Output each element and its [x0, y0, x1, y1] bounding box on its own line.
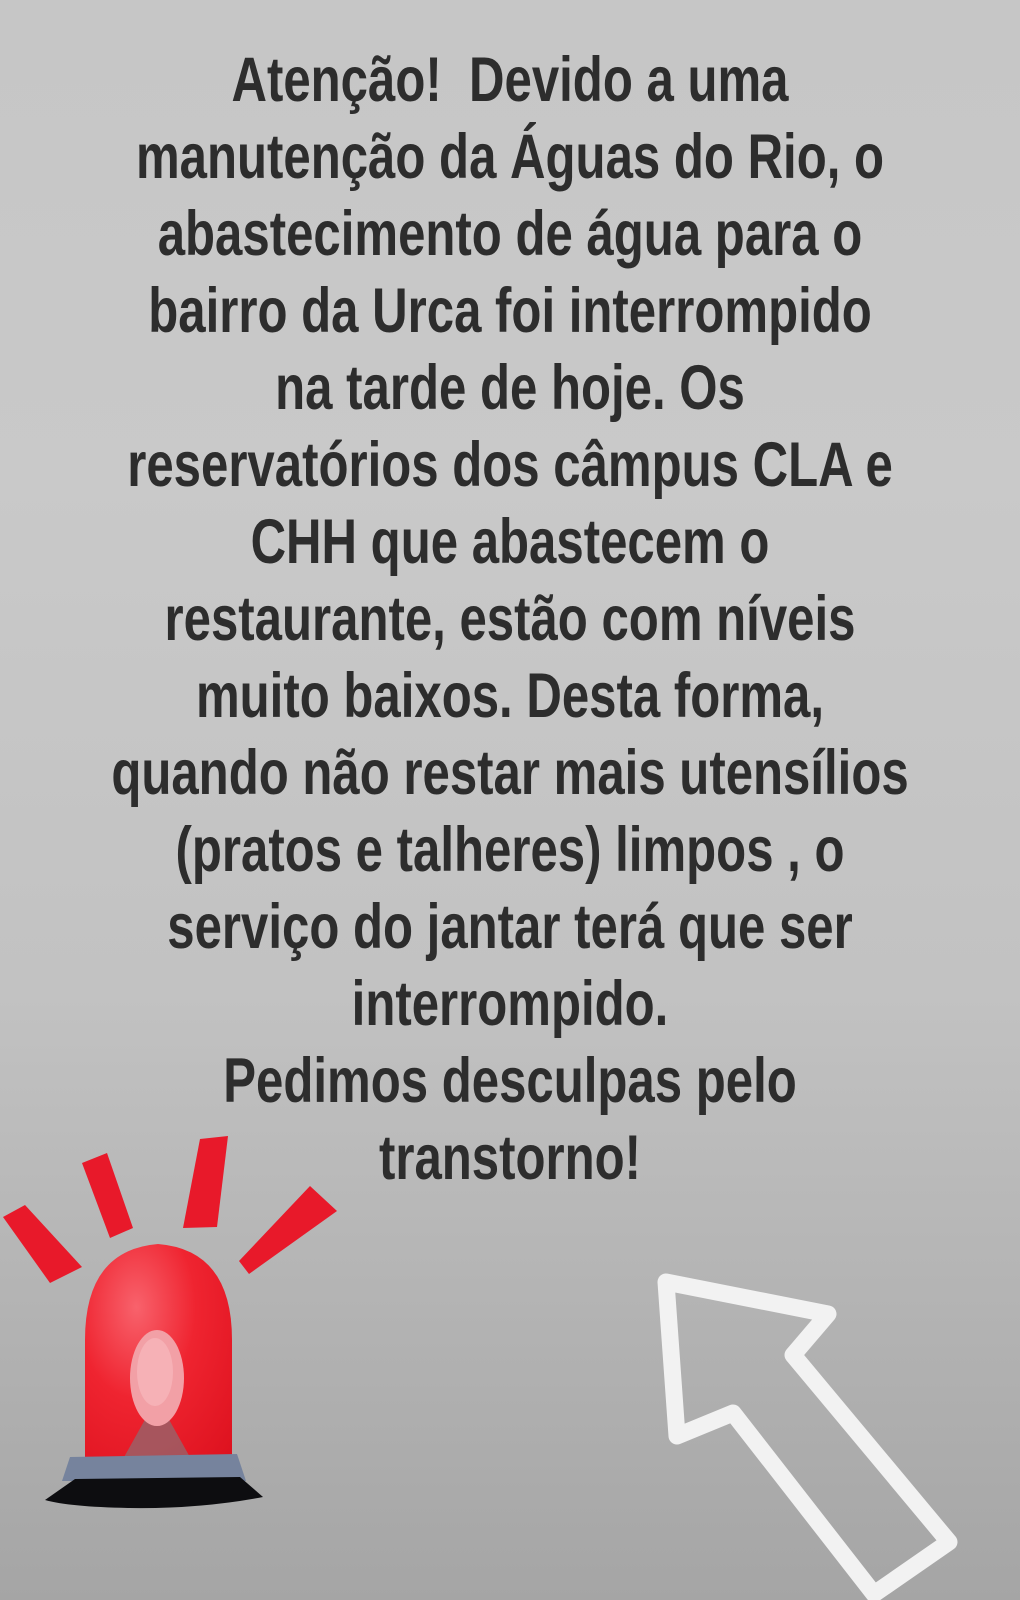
notice-line: na tarde de hoje. Os — [275, 353, 745, 423]
notice-line: interrompido. — [351, 969, 669, 1039]
notice-line: Atenção! Devido a uma — [231, 45, 789, 115]
siren-icon — [0, 1130, 360, 1520]
notice-line: manutenção da Águas do Rio, o — [135, 122, 885, 192]
notice-line: bairro da Urca foi interrompido — [148, 276, 872, 346]
notice-line: transtorno! — [378, 1123, 642, 1193]
notice-line: quando não restar mais utensílios — [111, 738, 909, 808]
notice-line: serviço do jantar terá que ser — [167, 892, 853, 962]
notice-line: restaurante, estão com níveis — [164, 584, 856, 654]
notice-text-block — [0, 42, 1020, 1197]
notice-line: reservatórios dos câmpus CLA e — [127, 430, 893, 500]
notice-line: (pratos e talheres) limpos , o — [175, 815, 845, 885]
notice-line: abastecimento de água para o — [157, 199, 863, 269]
notice-line: CHH que abastecem o — [250, 507, 770, 577]
notice-line: muito baixos. Desta forma, — [195, 661, 825, 731]
notice-line: Pedimos desculpas pelo — [223, 1046, 797, 1116]
arrow-up-left-icon — [620, 1230, 1020, 1600]
